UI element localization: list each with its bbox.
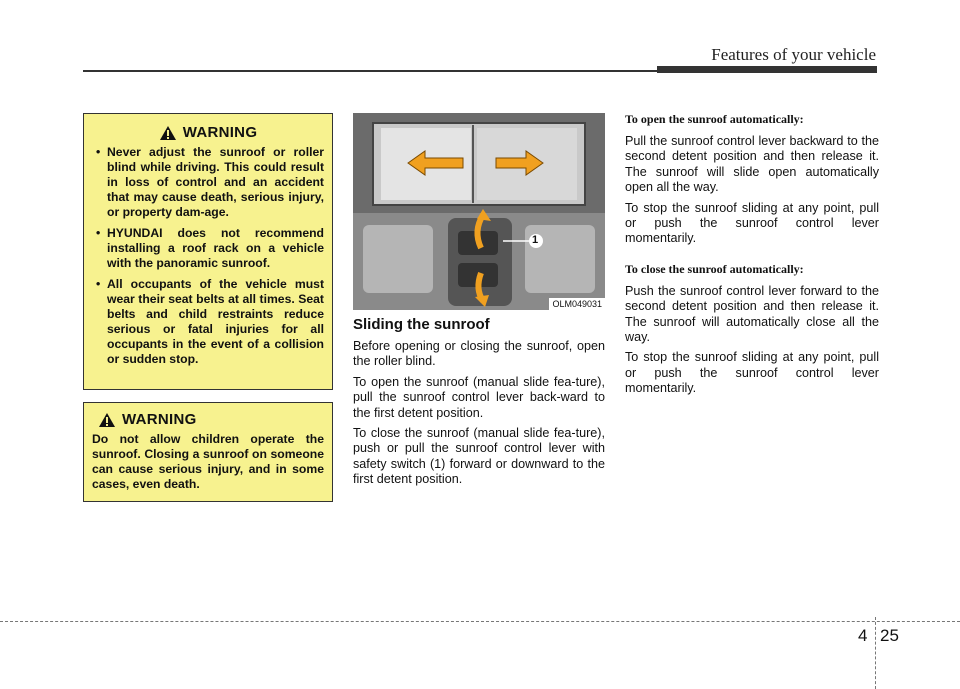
chapter-number: 4: [858, 626, 868, 645]
warning-box-1: [83, 113, 333, 390]
warning-header: [92, 411, 324, 428]
paragraph: Before opening or closing the sunroof, open the roller blind.: [353, 339, 605, 369]
warning-title: WARNING: [182, 124, 258, 141]
paragraph: To stop the sunroof sliding at any point, pull or push the sunroof control lever momentarily.: [625, 350, 879, 396]
warning-item: • HYUNDAI does not recommend installing a roof rack on a vehicle with the panoramic sunroof.: [92, 226, 324, 271]
footer-rule: [0, 621, 960, 622]
warning-header: [92, 124, 324, 141]
sunroof-illustration: [353, 113, 605, 310]
warning-item: • All occupants of the vehicle must wear their seat belts at all times. Seat belts and child restraints reduce serious or fatal injuries for all occupants in the event of a collision or sudden stop.: [92, 277, 324, 367]
paragraph: Pull the sunroof control lever backward to the second detent position and then release it. The sunroof will slide open automatically open all the way.: [625, 134, 879, 195]
header-rule-accent: [657, 66, 877, 73]
open-auto-title: To open the sunroof automatically:: [625, 112, 804, 126]
warning-triangle-icon: [98, 412, 116, 428]
page-number: 25: [880, 626, 899, 645]
page-header-title: Features of your vehicle: [711, 45, 876, 64]
warning-text: Do not allow children operate the sunroof. Closing a sunroof on someone can cause serious injury, and in some cases, even death.: [92, 432, 324, 491]
section-title: Sliding the sunroof: [353, 316, 490, 333]
sliding-section: [353, 316, 605, 493]
warning-title: WARNING: [122, 411, 197, 428]
paragraph: To close the sunroof (manual slide fea-ture), push or pull the sunroof control lever with safety switch (1) forward or downward to the first detent position.: [353, 426, 605, 487]
paragraph: To stop the sunroof sliding at any point, pull or push the sunroof control lever momentarily.: [625, 200, 879, 246]
sunroof-figure: [353, 113, 605, 310]
auto-sections: [625, 112, 879, 402]
figure-code: OLM049031: [549, 298, 605, 310]
warning-item: • Never adjust the sunroof or roller blind while driving. This could result in loss of control and an accident that may cause death, serious injury, or property dam-age.: [92, 145, 324, 220]
figure-callout-number: 1: [532, 234, 539, 246]
header-rule: [83, 70, 658, 72]
close-auto-title: To close the sunroof automatically:: [625, 261, 804, 276]
warning-list: [92, 145, 324, 367]
warning-triangle-icon: [159, 125, 177, 141]
warning-box-2: [83, 402, 333, 502]
paragraph: To open the sunroof (manual slide fea-ture), pull the sunroof control lever back-ward to the first detent position.: [353, 374, 605, 420]
paragraph: Push the sunroof control lever forward to the second detent position and then release it. The sunroof will automatically close all the way.: [625, 283, 879, 345]
footer-divider: [875, 617, 876, 689]
